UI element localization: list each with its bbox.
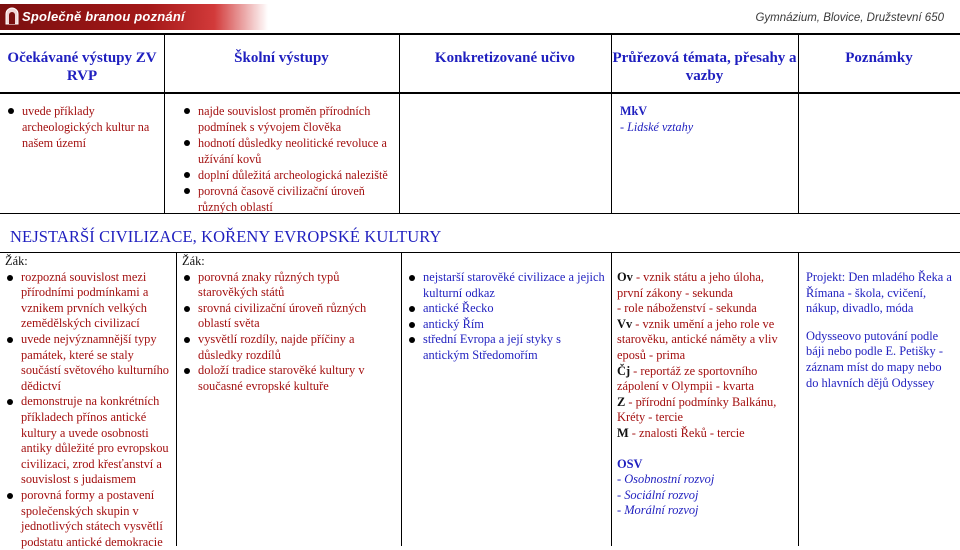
page-header bbox=[0, 0, 960, 33]
organization-name: Společně branou poznání bbox=[22, 9, 185, 24]
row2-content bbox=[407, 270, 605, 364]
bullet-list bbox=[6, 103, 156, 151]
door-arch-icon bbox=[4, 7, 20, 25]
bullet-list bbox=[5, 270, 171, 550]
col-header-expected-outcomes: Očekávané výstupy ZV RVP bbox=[7, 50, 157, 84]
row1-school-outcomes bbox=[182, 103, 392, 215]
col-header-school-outcomes: Školní výstupy bbox=[234, 50, 329, 66]
list-item: hodnotí důsledky neolitické revoluce a užívání kovů bbox=[182, 135, 392, 167]
row2-expected-outcomes bbox=[5, 254, 171, 550]
school-address: Gymnázium, Blovice, Družstevní 650 bbox=[755, 12, 944, 24]
row1-expected-outcomes bbox=[6, 103, 156, 151]
row2-school-outcomes bbox=[182, 254, 394, 394]
list-item: srovná civilizační úroveň různých oblastí světa bbox=[182, 301, 394, 332]
cross-line: M - znalosti Řeků - tercie bbox=[617, 425, 745, 440]
note-odyssey: Odysseovo putování podle báji nebo podle E. Petišky - záznam míst do mapy nebo do hlavních dějů Odyssey bbox=[806, 328, 943, 390]
cross-line: Ov - vznik státu a jeho úloha, první zákony - sekunda bbox=[617, 270, 764, 300]
list-item: doloží tradice starověké kultury v současné evropské kultuře bbox=[182, 363, 394, 394]
list-item: rozpozná souvislost mezi přírodními podmínkami a vznikem prvních velkých zemědělských civilizací bbox=[5, 270, 171, 332]
row2-notes bbox=[806, 270, 956, 391]
curriculum-table bbox=[0, 33, 960, 549]
col-header-content: Konkretizované učivo bbox=[434, 50, 576, 66]
list-item: antické Řecko bbox=[407, 301, 605, 317]
list-item: porovná znaky různých typů starověkých států bbox=[182, 270, 394, 301]
logo-banner bbox=[0, 4, 268, 30]
pupil-label: Žák: bbox=[5, 254, 28, 268]
col-header-cross-themes: Průřezová témata, přesahy a vazby bbox=[612, 50, 797, 84]
list-item: uvede nejvýznamnější typy památek, které se staly součástí světového kulturního dědictví bbox=[5, 332, 171, 394]
osv-code: OSV bbox=[617, 456, 643, 471]
list-item: střední Evropa a její styky s antickým Středomořím bbox=[407, 332, 605, 363]
list-item: najde souvislost proměn přírodních podmínek s vývojem člověka bbox=[182, 103, 392, 135]
list-item: uvede příklady archeologických kultur na našem území bbox=[6, 103, 156, 151]
cross-line: Vv - vznik umění a jeho role ve starověku, antické náměty a vliv eposů - prima bbox=[617, 316, 778, 362]
note-project: Projekt: Den mladého Řeka a Římana - škola, cvičení, nákup, divadlo, móda bbox=[806, 270, 952, 316]
cross-line: Z - přírodní podmínky Balkánu, Kréty - tercie bbox=[617, 394, 777, 425]
cross-theme-text: - Lidské vztahy bbox=[620, 120, 694, 134]
list-item: nejstarší starověké civilizace a jejich kulturní odkaz bbox=[407, 270, 605, 301]
cross-theme-code: MkV bbox=[620, 104, 648, 118]
osv-item: - Sociální rozvoj bbox=[617, 487, 699, 502]
list-item: vysvětlí rozdíly, najde příčiny a důsledky rozdílů bbox=[182, 332, 394, 363]
list-item: demonstruje na konkrétních příkladech přínos antické kultury a uvede osobnosti antiky důležité pro evropskou civilizaci, zrod křesťanství a souvislost s judaismem bbox=[5, 394, 171, 488]
cross-line: Čj - reportáž ze sportovního zápolení v Olympii - kvarta bbox=[617, 363, 758, 394]
list-item: antický Řím bbox=[407, 317, 605, 333]
col-header-notes: Poznámky bbox=[845, 50, 913, 66]
section-title: NEJSTARŠÍ CIVILIZACE, KOŘENY EVROPSKÉ KULTURY bbox=[10, 227, 442, 246]
list-item: doplní důležitá archeologická naleziště bbox=[182, 167, 392, 183]
bullet-list bbox=[182, 103, 392, 215]
row2-cross-themes bbox=[617, 270, 793, 519]
pupil-label: Žák: bbox=[182, 254, 205, 268]
bullet-list bbox=[182, 270, 394, 395]
list-item: porovná časově civilizační úroveň různých oblastí bbox=[182, 183, 392, 215]
cross-line: - role náboženství - sekunda bbox=[617, 301, 757, 316]
row1-cross-themes bbox=[620, 103, 790, 135]
osv-item: - Osobnostní rozvoj bbox=[617, 472, 715, 487]
bullet-list bbox=[407, 270, 605, 364]
osv-item: - Morální rozvoj bbox=[617, 503, 699, 518]
list-item: porovná formy a postavení společenských skupin v jednotlivých státech vysvětlí podstatu antické demokracie bbox=[5, 488, 171, 550]
